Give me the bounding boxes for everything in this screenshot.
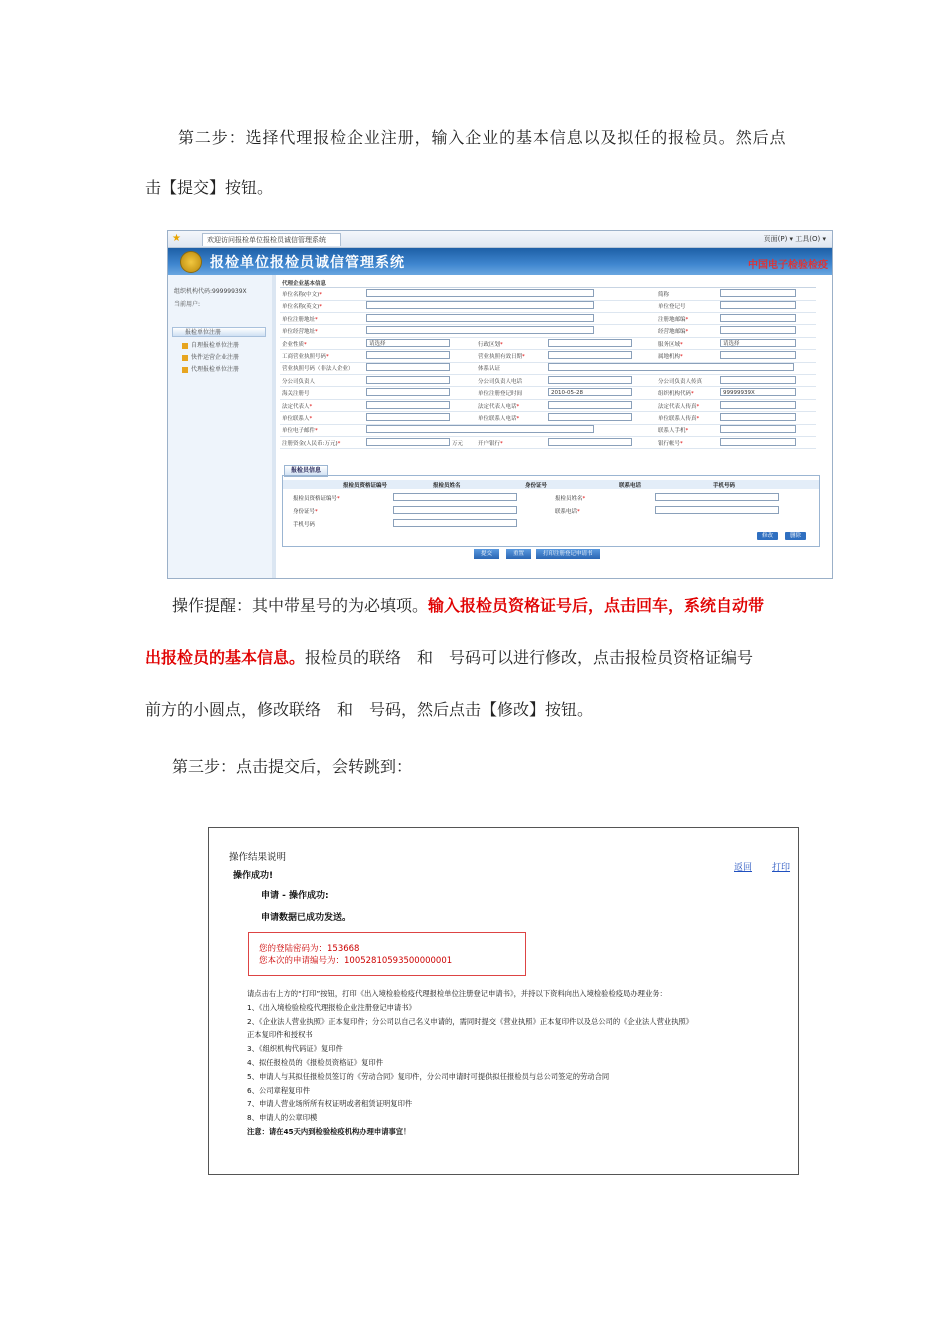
field-label: 联系人手机* [658, 428, 689, 435]
mobile-label: 手机号码 [293, 522, 316, 528]
field-label: 注册地邮编* [658, 316, 689, 323]
sidebar-item-self[interactable] [182, 341, 239, 351]
browser-toolbar [168, 231, 832, 248]
tip-rest: 报检员的联络 和 号码可以进行修改，点击报检员资格证编号 [305, 648, 754, 667]
field-label: 单位联系人* [282, 416, 313, 422]
field-input[interactable] [720, 289, 796, 297]
field-input[interactable] [366, 438, 450, 446]
field-input[interactable] [366, 289, 594, 297]
tip-line2 [145, 648, 753, 668]
field-input[interactable] [548, 413, 632, 421]
field-label: 单位联系人电话* [478, 416, 520, 422]
sidebar [168, 275, 273, 578]
field-label: 营业执照有效日期* [478, 354, 525, 360]
tip-highlight: 输入报检员资格证号后，点击回车，系统自动带 [428, 596, 765, 615]
instruction-item: 4、拟任报检员的《报检员资格证》复印件 [247, 1057, 383, 1067]
field-label: 分公司负责人电话 [478, 378, 523, 385]
data-sent-text: 申请数据已成功发送。 [261, 913, 352, 923]
field-input[interactable] [366, 314, 594, 322]
form-title: 代理企业基本信息 [282, 281, 327, 287]
field-input[interactable] [720, 401, 796, 409]
name-input[interactable] [655, 493, 779, 501]
field-input[interactable] [366, 351, 450, 359]
field-input[interactable] [366, 425, 594, 433]
col-cert: 报检员资格证编号 [343, 483, 388, 489]
col-mobile: 手机号码 [713, 483, 736, 489]
field-label: 海关注册号 [282, 391, 310, 398]
instruction-item: 正本复印件和授权书 [247, 1030, 313, 1040]
form-row [280, 437, 816, 450]
instruction-item: 注意：请在45天内到检验检疫机构办理申请事宜！ [247, 1126, 411, 1136]
field-input[interactable] [548, 351, 632, 359]
instruction-item: 3、《组织机构代码证》复印件 [247, 1044, 343, 1054]
field-label: 简称 [658, 292, 670, 298]
id-input[interactable] [393, 506, 517, 514]
form-row [280, 387, 816, 400]
inspector-table-header [283, 480, 819, 489]
form-row [280, 288, 816, 301]
field-input[interactable] [720, 301, 796, 309]
form-row [280, 424, 816, 437]
col-name: 报检员姓名 [433, 483, 461, 489]
browser-tools[interactable]: 页面(P) ▾ 工具(O) ▾ [763, 235, 826, 243]
sidebar-item-label: 快件运营企业注册 [191, 354, 240, 361]
instruction-item: 8、申请人的公章印模 [247, 1113, 318, 1123]
step2-paragraph-line2: 击【提交】按钮。 [145, 178, 274, 197]
emblem-icon [180, 251, 202, 273]
field-input[interactable] [720, 376, 796, 384]
tip-line3: 前方的小圆点，修改联络 和 号码，然后点击【修改】按钮。 [145, 700, 594, 719]
field-input[interactable] [548, 363, 794, 371]
result-screenshot [208, 827, 799, 1175]
field-input[interactable] [720, 351, 796, 359]
field-input[interactable] [366, 301, 594, 309]
sidebar-item-agent[interactable] [182, 365, 239, 375]
org-code-text: 组织机构代码:99999939X [174, 288, 247, 295]
field-label: 工商营业执照号码* [282, 354, 329, 360]
field-input[interactable] [366, 388, 450, 396]
credentials-box [248, 932, 526, 976]
edit-icon [182, 343, 188, 349]
brand-logo: 中国电子检验检疫 [748, 260, 828, 271]
success-text: 操作成功! [233, 871, 274, 881]
field-label: 开户银行* [478, 440, 503, 447]
tel-label: 联系电话* [555, 509, 580, 515]
instruction-item: 2、《企业法人营业执照》正本复印件；分公司以自己名义申请的，需同时提交《营业执照》正本复印件以及总公司的《企业法人营业执照》 [247, 1016, 694, 1026]
form-row [280, 375, 816, 388]
instructions-list [247, 987, 693, 1139]
back-link[interactable]: 返回 [734, 863, 753, 873]
form-row [280, 313, 816, 326]
field-label: 分公司负责人传真 [658, 378, 703, 385]
app-title: 报检单位报检员诚信管理系统 [210, 255, 405, 271]
field-label: 分公司负责人 [282, 378, 316, 385]
field-label: 注册资金(人民币:万元)* [282, 440, 341, 447]
col-tel: 联系电话 [619, 483, 642, 489]
form-row [280, 300, 816, 313]
field-label: 单位注册登记时间 [478, 391, 523, 398]
field-label: 单位名称(中文)* [282, 292, 323, 298]
field-label: 服务区域* [658, 341, 683, 348]
field-input[interactable] [720, 413, 796, 421]
field-label: 法定代表人* [282, 403, 313, 410]
field-label: 经营地邮编* [658, 329, 689, 336]
field-label: 单位电子邮件* [282, 428, 318, 435]
field-label: 银行帐号* [658, 440, 683, 447]
tel-input[interactable] [655, 506, 779, 514]
cert-label: 报检员资格证编号* [293, 496, 340, 502]
field-label: 单位注册地址* [282, 316, 318, 323]
field-label: 单位名称(英文)* [282, 304, 323, 311]
current-user-text: 当前用户: [174, 301, 201, 308]
edit-icon [182, 355, 188, 361]
field-label: 行政区划* [478, 341, 503, 348]
field-input[interactable] [548, 376, 632, 384]
splitter[interactable] [272, 275, 276, 578]
field-input[interactable] [366, 326, 594, 334]
field-label: 单位联系人传真* [658, 416, 700, 422]
name-label: 报检员姓名* [555, 496, 586, 502]
field-input[interactable] [720, 438, 796, 446]
browser-tab[interactable]: 欢迎访问报检单位报检员诚信管理系统 [202, 233, 341, 246]
print-link[interactable]: 打印 [772, 863, 791, 873]
tip-prefix: 操作提醒：其中带星号的为必填项。 [172, 596, 429, 615]
field-input[interactable]: 2010-05-28 [548, 388, 632, 396]
app-banner [168, 248, 832, 275]
instruction-item: 7、申请人营业场所所有权证明或者租赁证明复印件 [247, 1099, 413, 1109]
cert-input[interactable] [393, 493, 517, 501]
field-label: 企业性质* [282, 341, 307, 348]
tab-inspector-info[interactable]: 报检员信息 [284, 465, 328, 477]
instruction-item: 1、《出入境检验检疫代理报检企业注册登记申请书》 [247, 1002, 416, 1012]
field-input[interactable] [548, 401, 632, 409]
field-label: 体系认证 [478, 366, 501, 373]
service-area-select[interactable]: 请选择 [720, 339, 796, 347]
step2-paragraph-line1: 第二步：选择代理报检企业注册，输入企业的基本信息以及拟任的报检员。然后点 [178, 128, 787, 147]
field-input[interactable]: 99999939X [720, 388, 796, 396]
password-text: 您的登陆密码为：153668 [259, 944, 360, 954]
registration-screenshot [167, 230, 833, 579]
col-id: 身份证号 [525, 483, 548, 489]
form-row [280, 338, 816, 351]
field-label: 组织机构代码* [658, 391, 694, 398]
enterprise-type-select[interactable]: 请选择 [366, 339, 450, 347]
form-row [280, 400, 816, 413]
apply-success-text: 申请 - 操作成功: [261, 891, 329, 901]
inspector-panel [282, 475, 820, 547]
tip-highlight-2: 出报检员的基本信息。 [145, 648, 306, 667]
field-label: 属地机构* [658, 354, 683, 360]
field-label: 营业执照号码（非法人企业） [282, 366, 354, 373]
form-grid [280, 287, 816, 447]
instruction-item: 5、申请人与其拟任报检员签订的《劳动合同》复印件，分公司申请时可提供拟任报检员与总公司签定的劳动合同 [247, 1071, 610, 1081]
field-input[interactable] [720, 425, 796, 433]
field-input[interactable] [366, 376, 450, 384]
field-input[interactable] [366, 363, 450, 371]
unit-label: 万元 [452, 440, 464, 447]
tip-line1 [172, 596, 764, 616]
sidebar-item-express[interactable] [182, 353, 239, 363]
field-input[interactable] [548, 339, 632, 347]
field-label: 单位经营地址* [282, 329, 318, 336]
field-label: 单位登记号 [658, 304, 686, 311]
print-application-button[interactable]: 打印注册登记申请书 [536, 549, 600, 559]
field-input[interactable] [548, 438, 632, 446]
form-row [280, 362, 816, 375]
reset-button[interactable]: 重置 [506, 549, 531, 559]
field-input[interactable] [366, 413, 450, 421]
favorites-star-icon[interactable]: ★ [172, 233, 181, 244]
mobile-input[interactable] [393, 519, 517, 527]
instruction-item: 请点击右上方的“打印”按钮，打印《出入境检验检疫代理报检单位注册登记申请书》，并持以下资料向出入境检验检疫局办理业务： [247, 989, 667, 998]
result-heading: 操作结果说明 [229, 852, 287, 863]
field-label: 法定代表人传真* [658, 403, 700, 410]
step3-paragraph: 第三步：点击提交后，会转跳到： [172, 757, 413, 776]
sidebar-item-label: 代理报检单位注册 [191, 366, 240, 373]
sidebar-menu-head-label: 报检单位注册 [185, 329, 222, 336]
field-input[interactable] [366, 401, 450, 409]
field-label: 法定代表人电话* [478, 403, 520, 410]
application-number-text: 您本次的申请编号为：10052810593500000001 [259, 956, 453, 966]
sidebar-item-label: 自理报检单位注册 [191, 342, 240, 349]
form-row [280, 350, 816, 363]
id-label: 身份证号* [293, 509, 318, 515]
instruction-item: 6、公司章程复印件 [247, 1085, 311, 1095]
delete-button[interactable]: 删除 [785, 532, 806, 540]
sidebar-menu-head[interactable] [172, 327, 266, 337]
modify-button[interactable]: 修改 [757, 532, 778, 540]
form-row [280, 412, 816, 425]
submit-button[interactable]: 提交 [474, 549, 499, 559]
field-input[interactable] [720, 326, 796, 334]
form-row [280, 325, 816, 338]
field-input[interactable] [720, 314, 796, 322]
edit-icon [182, 367, 188, 373]
